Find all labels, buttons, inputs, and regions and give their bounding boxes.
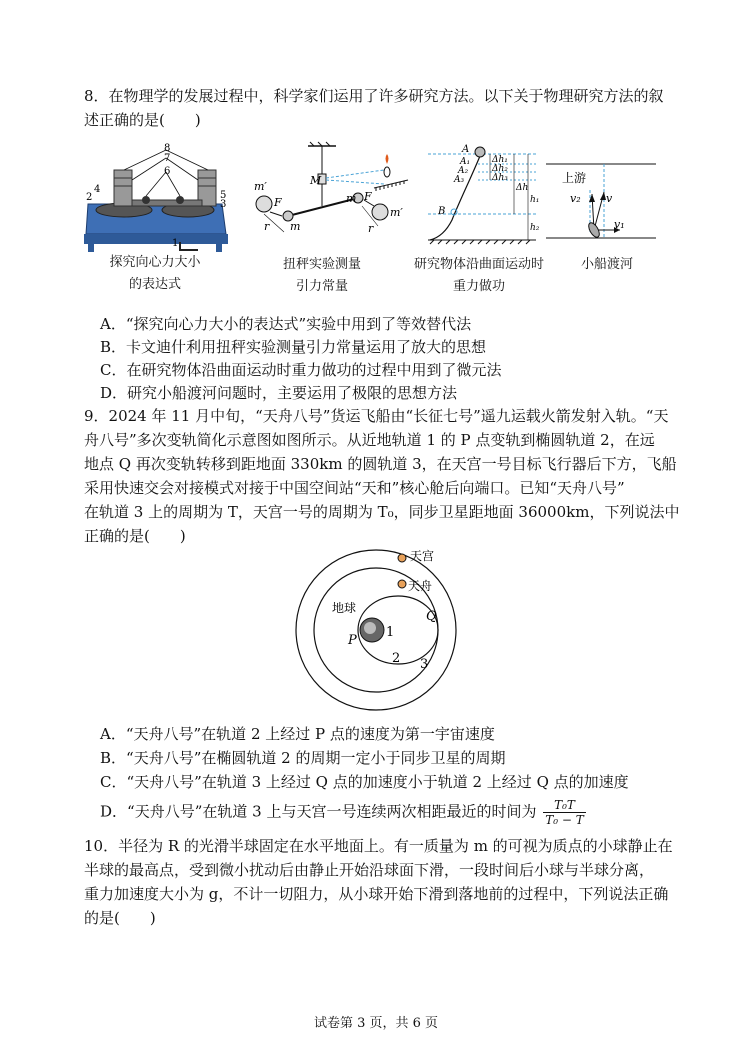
label-r-right: r [368, 222, 374, 235]
fig3-caption-line2: 重力做功 [452, 279, 505, 294]
fig2-caption-line1: 扭秤实验测量 [282, 257, 361, 272]
label-P: P [348, 633, 357, 648]
q8-stem-line1: 8．在物理学的发展过程中，科学家们运用了许多研究方法。以下关于物理研究方法的叙 [84, 87, 664, 105]
fraction-numerator: T₀T [543, 798, 586, 813]
q9-option-b: B．“天舟八号”在椭圆轨道 2 的周期一定小于同步卫星的周期 [100, 749, 506, 767]
q10-stem-line3: 重力加速度大小为 g，不计一切阻力，从小球开始下滑到落地前的过程中，下列说法正确 [84, 885, 669, 903]
label-Q: Q [426, 609, 437, 624]
label-8: 8 [164, 143, 171, 154]
label-orbit-1: 1 [386, 625, 395, 640]
curved-surface-figure [424, 140, 544, 252]
orbit-figure [286, 546, 472, 718]
fig1-caption-line2: 的表达式 [128, 277, 181, 292]
fig3-caption-line1: 研究物体沿曲面运动时 [413, 257, 544, 272]
label-m-prime-right: m′ [390, 206, 403, 219]
q9-option-d [100, 798, 586, 827]
label-dh3: Δh₃ [492, 173, 508, 183]
label-A3: A₃ [454, 175, 465, 185]
label-7: 7 [164, 153, 171, 164]
torsion-balance-figure [250, 140, 410, 252]
label-r-left: r [264, 220, 270, 233]
label-2: 2 [86, 192, 93, 203]
centripetal-apparatus-figure [80, 142, 230, 254]
page-footer: 试卷第 3 页，共 6 页 [313, 1016, 439, 1031]
label-M: M [310, 174, 322, 187]
label-A2: A₂ [458, 166, 469, 176]
label-m-prime-left: m′ [254, 180, 267, 193]
label-1: 1 [172, 238, 179, 249]
q9-stem-line4: 采用快速交会对接模式对接于中国空间站“天和”核心舱后向端口。已知“天舟八号” [84, 479, 625, 497]
label-3: 3 [220, 199, 227, 210]
label-A: A [462, 144, 470, 155]
fig2-caption-line2: 引力常量 [295, 279, 348, 294]
q10-stem-line1: 10．半径为 R 的光滑半球固定在水平地面上。有一质量为 m 的可视为质点的小球静止在 [84, 837, 673, 855]
label-orbit-3: 3 [420, 657, 429, 672]
q9-stem-line6: 正确的是( ) [84, 527, 186, 545]
label-B: B [438, 206, 446, 217]
label-F-left: F [274, 196, 282, 209]
label-m-right: m [346, 192, 357, 205]
label-tianzhou: 天舟 [408, 579, 433, 593]
label-A1: A₁ [460, 157, 471, 167]
fig1-caption-line1: 探究向心力大小 [109, 255, 201, 270]
label-dh1: Δh₁ [492, 155, 508, 165]
q10-stem-line4: 的是( ) [84, 909, 156, 927]
label-4: 4 [94, 184, 101, 195]
q8-option-d: D．研究小船渡河问题时，主要运用了极限的思想方法 [100, 384, 458, 402]
q9-stem-line1: 9．2024 年 11 月中旬，“天舟八号”货运飞船由“长征七号”遥九运载火箭发射入轨。“天 [84, 407, 669, 425]
q8-option-a: A．“探究向心力大小的表达式”实验中用到了等效替代法 [100, 315, 472, 333]
fraction-denominator: T₀ − T [545, 813, 584, 827]
label-dh2: Δh₂ [492, 164, 508, 174]
label-F-right: F [364, 190, 372, 203]
label-earth: 地球 [332, 601, 357, 615]
label-tiangong: 天宫 [410, 549, 435, 563]
fig4-caption-line1: 小船渡河 [580, 257, 633, 272]
label-h2: h₂ [530, 223, 540, 233]
q9-stem-line5: 在轨道 3 上的周期为 T，天宫一号的周期为 T₀，同步卫星距地面 36000km，下列说法中 [84, 503, 680, 521]
q9-option-d-text: D．“天舟八号”在轨道 3 上与天宫一号连续两次相距最近的时间为 [100, 802, 537, 821]
label-m-left: m [290, 220, 301, 233]
label-dh: Δh [516, 183, 529, 193]
q10-stem-line2: 半球的最高点，受到微小扰动后由静止开始沿球面下滑，一段时间后小球与半球分离， [84, 861, 655, 879]
q8-option-b: B．卡文迪什利用扭秤实验测量引力常量运用了放大的思想 [100, 338, 487, 356]
q9-option-d-fraction [543, 798, 586, 827]
label-5: 5 [220, 190, 227, 201]
q9-option-c: C．“天舟八号”在轨道 3 上经过 Q 点的加速度小于轨道 2 上经过 Q 点的加速度 [100, 773, 629, 791]
q8-option-c: C．在研究物体沿曲面运动时重力做功的过程中用到了微元法 [100, 361, 502, 379]
label-v1: v₁ [614, 218, 625, 231]
label-upstream: 上游 [562, 171, 587, 185]
label-h1: h₁ [530, 195, 540, 205]
label-6: 6 [164, 166, 171, 177]
label-v2: v₂ [570, 192, 581, 205]
q9-stem-line3: 地点 Q 再次变轨转移到距地面 330km 的圆轨道 3，在天宫一号目标飞行器后下方，飞船 [84, 455, 677, 473]
q9-option-a: A．“天舟八号”在轨道 2 上经过 P 点的速度为第一宇宙速度 [100, 725, 495, 743]
boat-crossing-figure [544, 150, 660, 250]
q8-stem-line2: 述正确的是( ) [84, 111, 201, 129]
q9-stem-line2: 舟八号”多次变轨简化示意图如图所示。从近地轨道 1 的 P 点变轨到椭圆轨道 2，在远 [84, 431, 655, 449]
label-orbit-2: 2 [392, 651, 401, 666]
label-v: v [606, 192, 613, 205]
